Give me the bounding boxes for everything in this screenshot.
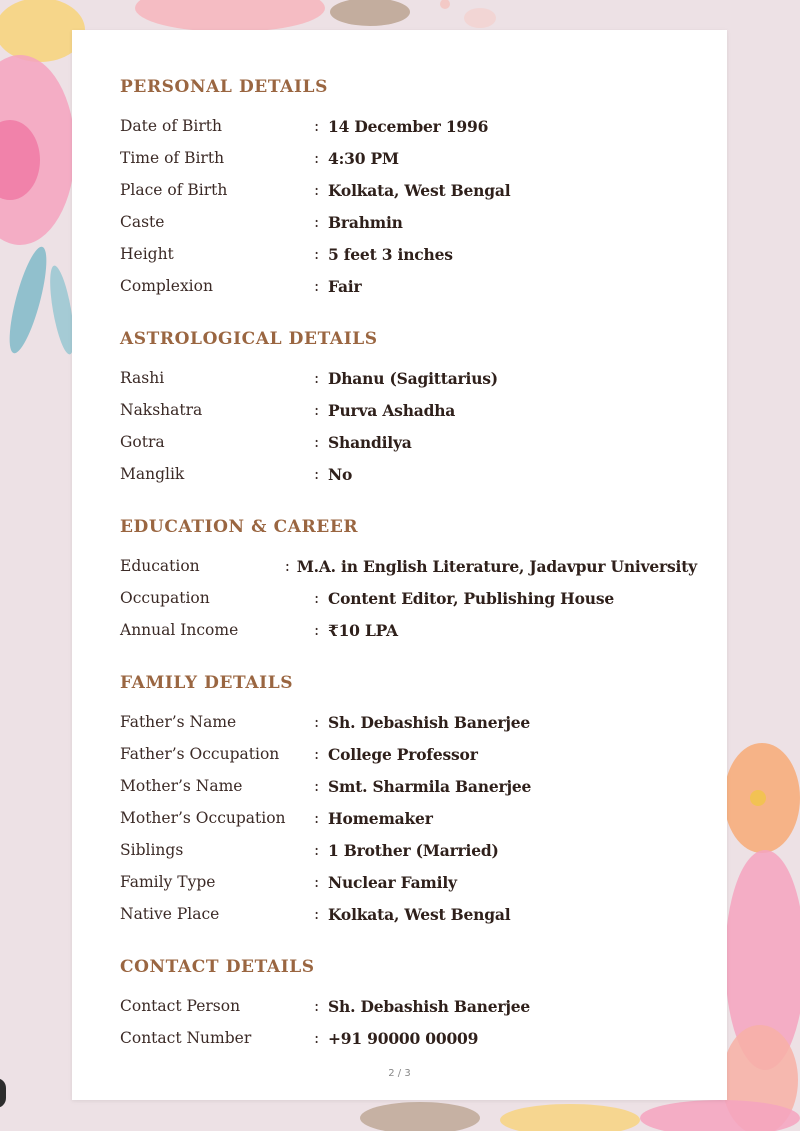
detail-row xyxy=(120,238,697,270)
detail-label: Occupation xyxy=(120,589,210,607)
detail-list xyxy=(120,362,697,490)
detail-separator: : xyxy=(314,621,320,639)
detail-separator: : xyxy=(314,117,320,135)
biodata-page xyxy=(72,30,727,1100)
detail-row xyxy=(120,110,697,142)
detail-label: Contact Person xyxy=(120,997,241,1015)
floral-decoration-top xyxy=(120,0,500,32)
detail-value: Kolkata, West Bengal xyxy=(328,180,511,200)
detail-row xyxy=(120,1022,697,1054)
detail-value: 1 Brother (Married) xyxy=(328,840,499,860)
detail-value: Shandilya xyxy=(328,432,412,452)
astrological-details-section xyxy=(120,328,697,490)
detail-value: Brahmin xyxy=(328,212,403,232)
detail-label: Complexion xyxy=(120,277,213,295)
detail-label: Contact Number xyxy=(120,1029,252,1047)
detail-value: M.A. in English Literature, Jadavpur University xyxy=(296,556,697,576)
detail-label: Father’s Name xyxy=(120,713,237,731)
detail-separator: : xyxy=(314,997,320,1015)
detail-label: Rashi xyxy=(120,369,165,387)
detail-value: 4:30 PM xyxy=(328,148,399,168)
detail-value: Homemaker xyxy=(328,808,433,828)
detail-list xyxy=(120,706,697,930)
detail-label: Height xyxy=(120,245,174,263)
detail-value: Sh. Debashish Banerjee xyxy=(328,712,531,732)
detail-label: Time of Birth xyxy=(120,149,225,167)
detail-row xyxy=(120,142,697,174)
detail-row xyxy=(120,550,697,582)
section-title: EDUCATION & CAREER xyxy=(120,517,359,537)
detail-row xyxy=(120,362,697,394)
detail-label: Native Place xyxy=(120,905,220,923)
detail-row xyxy=(120,206,697,238)
detail-label: Gotra xyxy=(120,433,165,451)
detail-row xyxy=(120,458,697,490)
detail-value: No xyxy=(328,464,353,484)
detail-separator: : xyxy=(314,433,320,451)
detail-value: +91 90000 00009 xyxy=(328,1028,479,1048)
detail-label: Mother’s Occupation xyxy=(120,809,286,827)
detail-row xyxy=(120,706,697,738)
detail-separator: : xyxy=(314,905,320,923)
detail-row xyxy=(120,738,697,770)
section-title: ASTROLOGICAL DETAILS xyxy=(120,329,378,349)
detail-separator: : xyxy=(314,745,320,763)
detail-separator: : xyxy=(314,465,320,483)
detail-row xyxy=(120,898,697,930)
detail-label: Annual Income xyxy=(120,621,239,639)
detail-row xyxy=(120,394,697,426)
detail-separator: : xyxy=(314,713,320,731)
floral-decoration-bottom xyxy=(340,1098,800,1131)
page-nav-handle[interactable] xyxy=(0,1078,6,1108)
detail-label: Caste xyxy=(120,213,165,231)
detail-separator: : xyxy=(314,873,320,891)
detail-value: Dhanu (Sagittarius) xyxy=(328,368,498,388)
detail-row xyxy=(120,174,697,206)
detail-label: Family Type xyxy=(120,873,216,891)
detail-separator: : xyxy=(314,149,320,167)
detail-label: Siblings xyxy=(120,841,184,859)
detail-separator: : xyxy=(314,841,320,859)
family-details-section xyxy=(120,672,697,930)
floral-decoration-bottom-right xyxy=(720,720,800,1131)
detail-label: Mother’s Name xyxy=(120,777,243,795)
detail-value: Content Editor, Publishing House xyxy=(328,588,615,608)
detail-separator: : xyxy=(314,401,320,419)
detail-value: Smt. Sharmila Banerjee xyxy=(328,776,532,796)
detail-label: Nakshatra xyxy=(120,401,203,419)
contact-details-section xyxy=(120,956,697,1054)
detail-label: Father’s Occupation xyxy=(120,745,280,763)
detail-label: Date of Birth xyxy=(120,117,222,135)
detail-separator: : xyxy=(284,557,291,575)
detail-value: ₹10 LPA xyxy=(328,620,398,640)
page-number: 2 / 3 xyxy=(388,1068,411,1079)
detail-row xyxy=(120,834,697,866)
detail-row xyxy=(120,990,697,1022)
detail-separator: : xyxy=(314,589,320,607)
detail-label: Education xyxy=(120,557,200,575)
detail-separator: : xyxy=(314,1029,320,1047)
detail-label: Manglik xyxy=(120,465,185,483)
detail-separator: : xyxy=(314,277,320,295)
detail-separator: : xyxy=(314,809,320,827)
detail-row xyxy=(120,770,697,802)
detail-row xyxy=(120,614,697,646)
detail-row xyxy=(120,802,697,834)
detail-row xyxy=(120,270,697,302)
detail-separator: : xyxy=(314,213,320,231)
detail-separator: : xyxy=(314,181,320,199)
detail-label: Place of Birth xyxy=(120,181,228,199)
section-title: FAMILY DETAILS xyxy=(120,673,294,693)
detail-separator: : xyxy=(314,777,320,795)
detail-value: Fair xyxy=(328,276,362,296)
section-title: CONTACT DETAILS xyxy=(120,957,315,977)
detail-list xyxy=(120,990,697,1054)
detail-list xyxy=(120,550,697,646)
detail-value: Kolkata, West Bengal xyxy=(328,904,511,924)
education-career-section xyxy=(120,516,697,646)
detail-value: 14 December 1996 xyxy=(328,116,489,136)
detail-value: College Professor xyxy=(328,744,478,764)
detail-row xyxy=(120,426,697,458)
detail-row xyxy=(120,582,697,614)
section-title: PERSONAL DETAILS xyxy=(120,77,328,97)
detail-separator: : xyxy=(314,245,320,263)
detail-row xyxy=(120,866,697,898)
detail-value: Sh. Debashish Banerjee xyxy=(328,996,531,1016)
detail-list xyxy=(120,110,697,302)
detail-value: Nuclear Family xyxy=(328,872,457,892)
detail-value: Purva Ashadha xyxy=(328,400,456,420)
personal-details-section xyxy=(120,76,697,302)
detail-separator: : xyxy=(314,369,320,387)
detail-value: 5 feet 3 inches xyxy=(328,244,453,264)
